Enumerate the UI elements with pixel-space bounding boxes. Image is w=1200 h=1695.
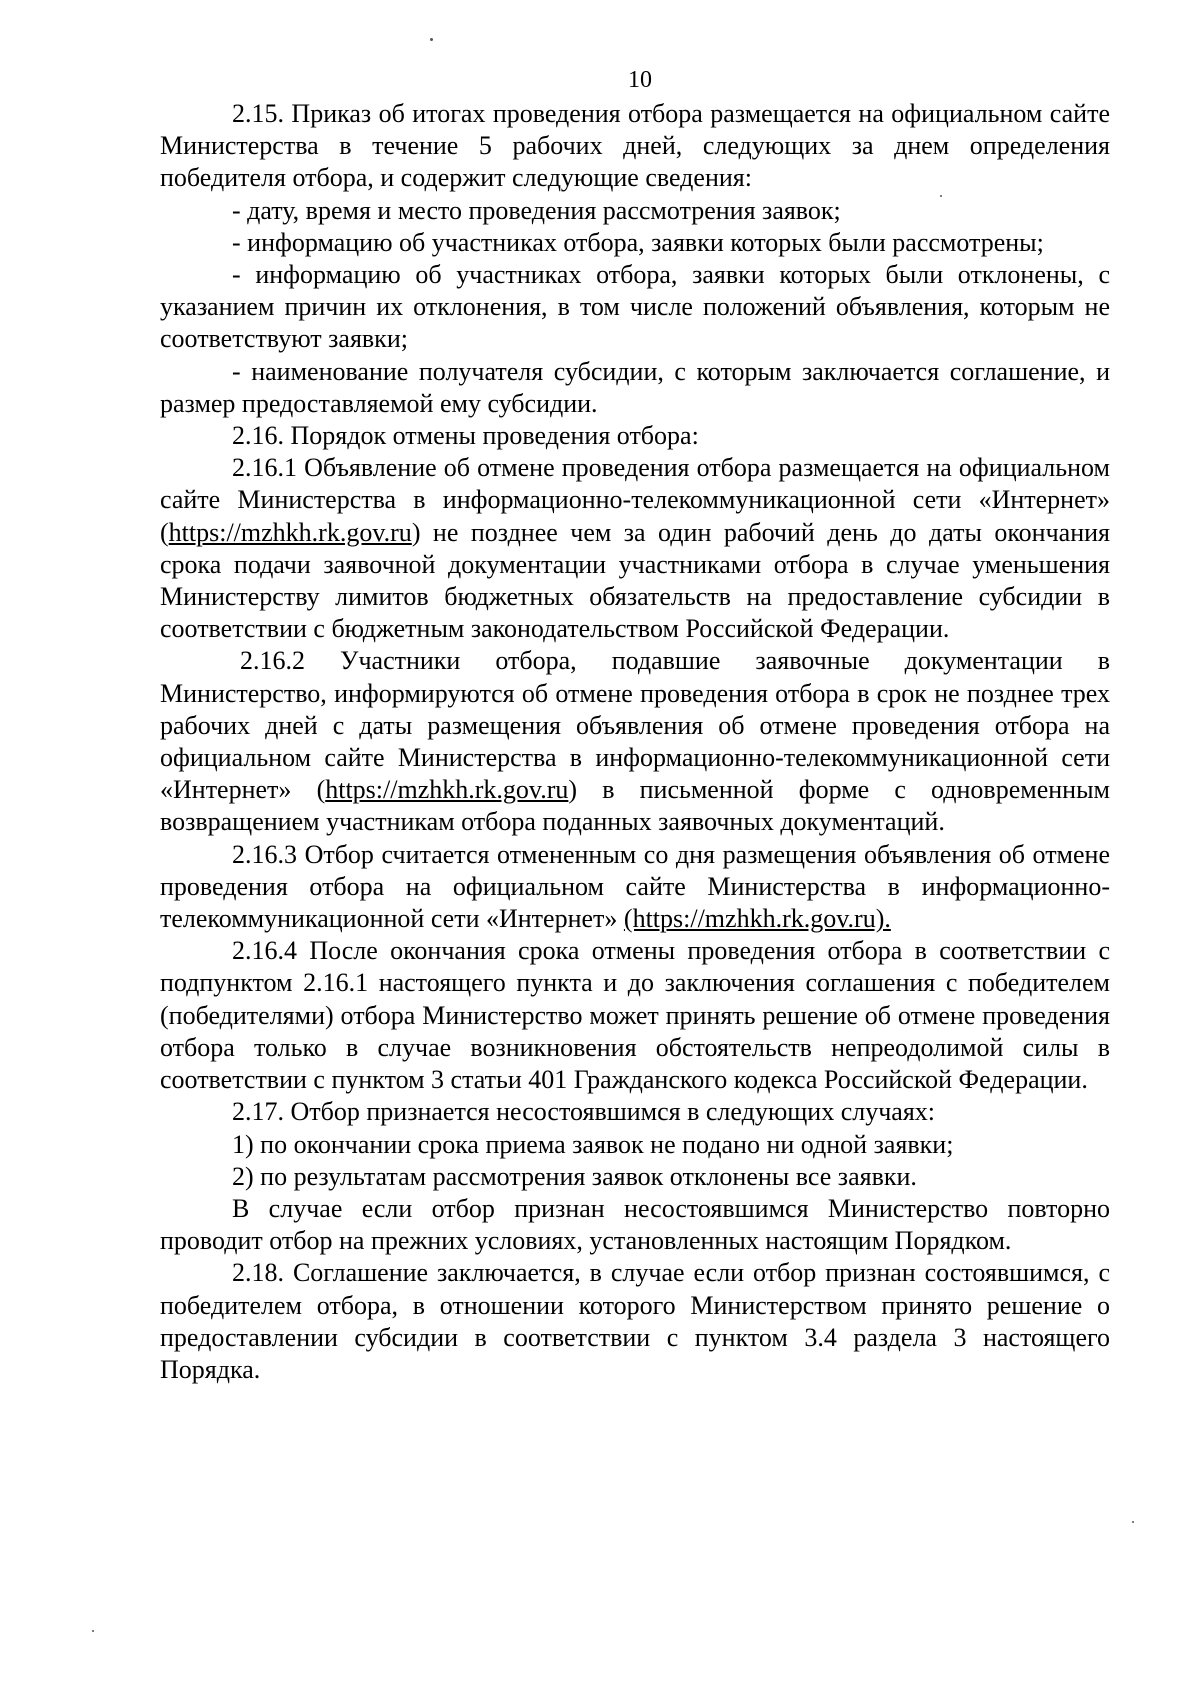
page-number: 10 xyxy=(628,67,652,93)
document-page xyxy=(160,62,1110,1386)
list-item-no-applications: 1) по окончании срока приема заявок не подано ни одной заявки; xyxy=(232,1129,954,1159)
website-link[interactable]: https://mzhkh.rk.gov.ru xyxy=(325,775,569,805)
list-item-recipient-name: - наименование получателя субсидии, с которым заключается соглашение, и размер предоставляемой ему субсидии. xyxy=(160,356,1110,418)
list-item-date-time-place: - дату, время и место проведения рассмотрения заявок; xyxy=(232,195,841,225)
scan-speck xyxy=(1132,1521,1134,1523)
scan-speck xyxy=(92,1630,94,1632)
paragraph-2-16-1 xyxy=(160,452,1110,645)
website-link[interactable]: https://mzhkh.rk.gov.ru xyxy=(168,517,412,547)
paragraph-text: ) не позднее чем за один рабочий день до даты окончания срока подачи заявочной документации участниками отбора в случае уменьшения Министерству лимитов бюджетных обязательств на предоставление субсидии в соответствии с бюджетным законодательством Российской Федерации. xyxy=(160,517,1110,644)
paragraph-2-18: 2.18. Соглашение заключается, в случае если отбор признан состоявшимся, с победителем отбора, в отношении которого Министерством принято решение о предоставлении субсидии в соответствии с пунктом 3.4 раздела 3 настоящего Порядка. xyxy=(160,1258,1110,1384)
paragraph-2-16: 2.16. Порядок отмены проведения отбора: xyxy=(232,421,699,451)
paragraph-2-17: 2.17. Отбор признается несостоявшимся в следующих случаях: xyxy=(232,1097,936,1127)
paragraph-2-16-2 xyxy=(160,645,1110,838)
website-link[interactable]: (https://mzhkh.rk.gov.ru). xyxy=(623,904,891,934)
paragraph-text: 2.16.2 Участники отбора, подавшие заявочные документации в Министерство, информируются об отмене проведения отбора в срок не позднее трех рабочих дней с даты размещения объявления об отмене проведения отбора на официальном сайте Министерства в информационно-телекоммуникационной сети «Интернет» ( xyxy=(160,646,1110,805)
paragraph-2-16-4: 2.16.4 После окончания срока отмены проведения отбора в соответствии с подпунктом 2.16.1 настоящего пункта и до заключения соглашения с победителем (победителями) отбора Министерство может принять решение об отмене проведения отбора только в случае возникновения обстоятельств непреодолимой силы в соответствии с пунктом 3 статьи 401 Гражданского кодекса Российской Федерации. xyxy=(160,936,1110,1095)
paragraph-text: 2.16.1 Объявление об отмене проведения отбора размещается на официальном сайте Министерства в информационно-телекоммуникационной сети «Интернет» ( xyxy=(160,453,1110,547)
scan-speck xyxy=(430,38,433,41)
list-item-rejected-participants: - информацию об участниках отбора, заявки которых были отклонены, с указанием причин их отклонения, в том числе положений объявления, которым не соответствуют заявки; xyxy=(160,260,1110,354)
list-item-considered-participants: - информацию об участниках отбора, заявки которых были рассмотрены; xyxy=(232,227,1044,257)
paragraph-repeat-selection: В случае если отбор признан несостоявшимся Министерство повторно проводит отбор на прежних условиях, установленных настоящим Порядком. xyxy=(160,1193,1110,1256)
paragraph-text: 2.16.3 Отбор считается отмененным со дня размещения объявления об отмене проведения отбора на официальном сайте Министерства в информационно-телекоммуникационной сети «Интернет» xyxy=(160,839,1110,934)
paragraph-2-15: 2.15. Приказ об итогах проведения отбора размещается на официальном сайте Министерства в течение 5 рабочих дней, следующих за днем определения победителя отбора, и содержит следующие сведения: xyxy=(160,99,1110,193)
paragraph-text: ) в письменной форме с одновременным возвращением участникам отбора поданных заявочных документаций. xyxy=(160,775,1110,837)
list-item-all-rejected: 2) по результатам рассмотрения заявок отклонены все заявки. xyxy=(232,1161,917,1191)
paragraph-2-16-3 xyxy=(160,839,1110,936)
